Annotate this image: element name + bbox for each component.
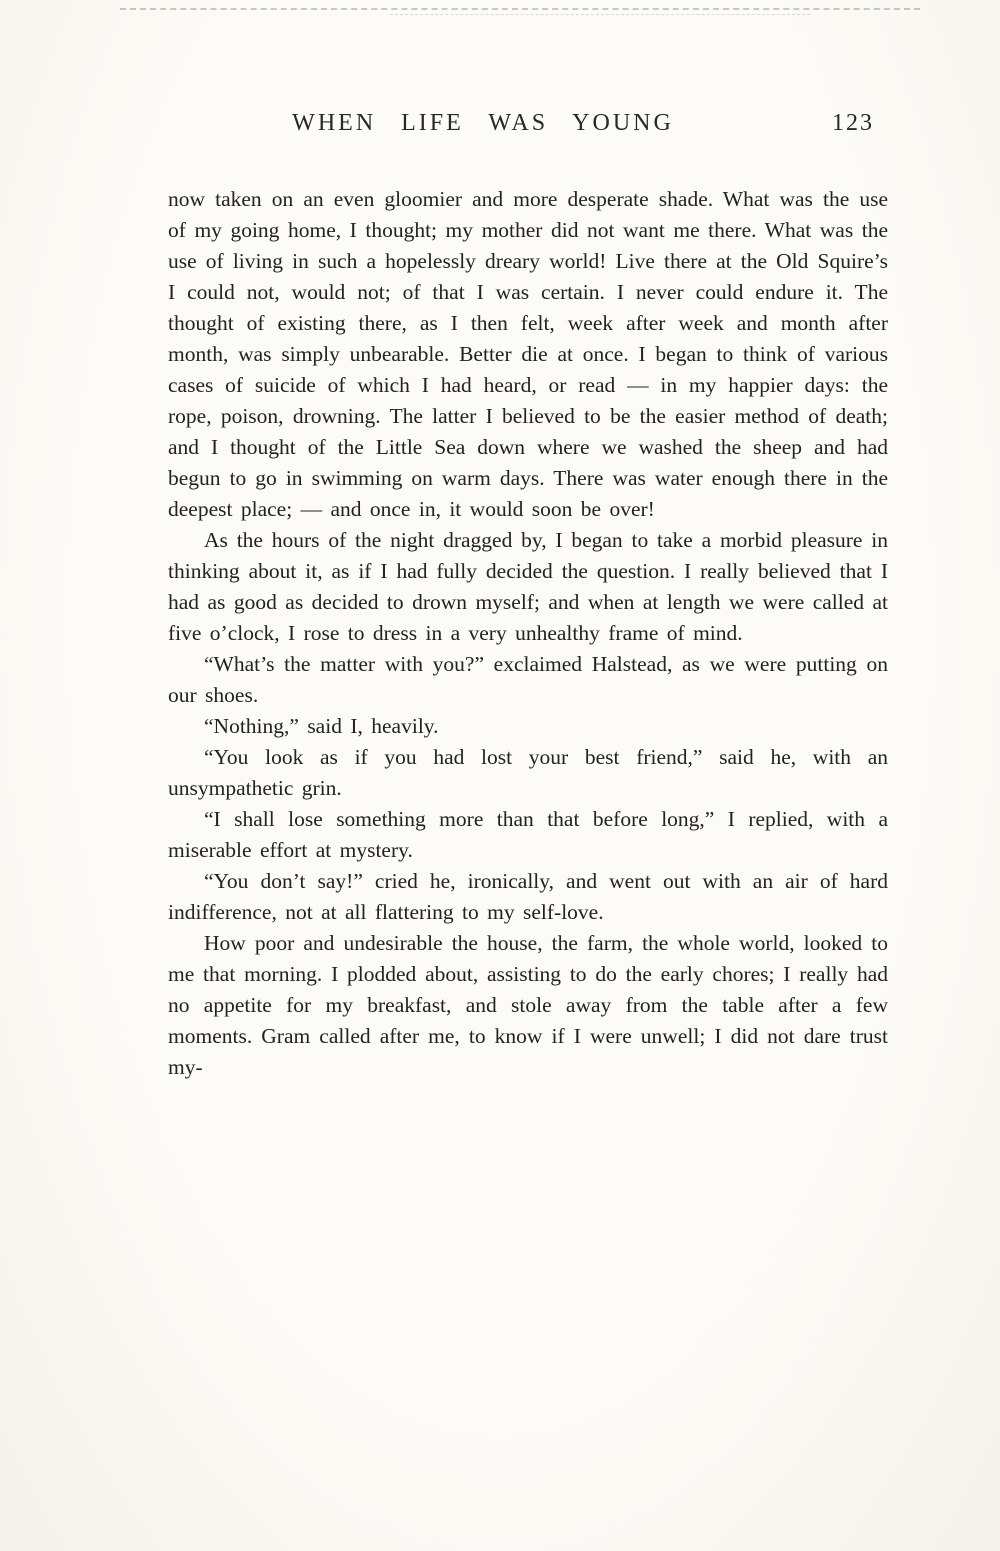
paragraph: “You don’t say!” cried he, ironically, and went out with an air of hard indifference, not at all flattering to my self-love. xyxy=(168,869,888,924)
paragraph: As the hours of the night dragged by, I began to take a morbid pleasure in thinking about it, as if I had fully decided the question. I really believed that I had as good as decided to drown myself; and when at length we were called at five o’clock, I rose to dress in a very unhealthy frame of mind. xyxy=(168,528,888,645)
paragraph: now taken on an even gloomier and more desperate shade. What was the use of my going home, I thought; my mother did not want me there. What was the use of living in such a hopelessly dreary world! Live there at the Old Squire’s I could not, would not; of that I was certain. I never could endure it. The thought of existing there, as I then felt, week after week and month after month, was simply unbearable. Better die at once. I began to think of various cases of suicide of which I had heard, or read — in my happier days: the rope, poison, drowning. The latter I believed to be the easier method of death; and I thought of the Little Sea down where we washed the sheep and had begun to go in swimming on warm days. There was water enough there in the deepest place; — and once in, it would soon be over! xyxy=(168,187,888,521)
scan-artifact-top xyxy=(120,8,920,10)
paragraph: “Nothing,” said I, heavily. xyxy=(204,714,439,738)
page-number: 123 xyxy=(832,110,874,136)
running-title: WHEN LIFE WAS YOUNG xyxy=(292,110,674,136)
paragraph: “I shall lose something more than that before long,” I replied, with a miserable effort at mystery. xyxy=(168,807,888,862)
paragraph: “What’s the matter with you?” exclaimed Halstead, as we were putting on our shoes. xyxy=(168,652,888,707)
paragraph: How poor and undesirable the house, the farm, the whole world, looked to me that morning. I plodded about, assisting to do the early chores; I really had no appetite for my breakfast, and stole away from the table after a few moments. Gram called after me, to know if I were unwell; I did not dare trust my- xyxy=(168,931,888,1079)
scan-artifact-top-2 xyxy=(390,14,810,15)
page-content xyxy=(168,110,888,1083)
page-body xyxy=(168,184,888,1083)
paragraph: “You look as if you had lost your best friend,” said he, with an unsympathetic grin. xyxy=(168,745,888,800)
page-header xyxy=(168,110,888,144)
